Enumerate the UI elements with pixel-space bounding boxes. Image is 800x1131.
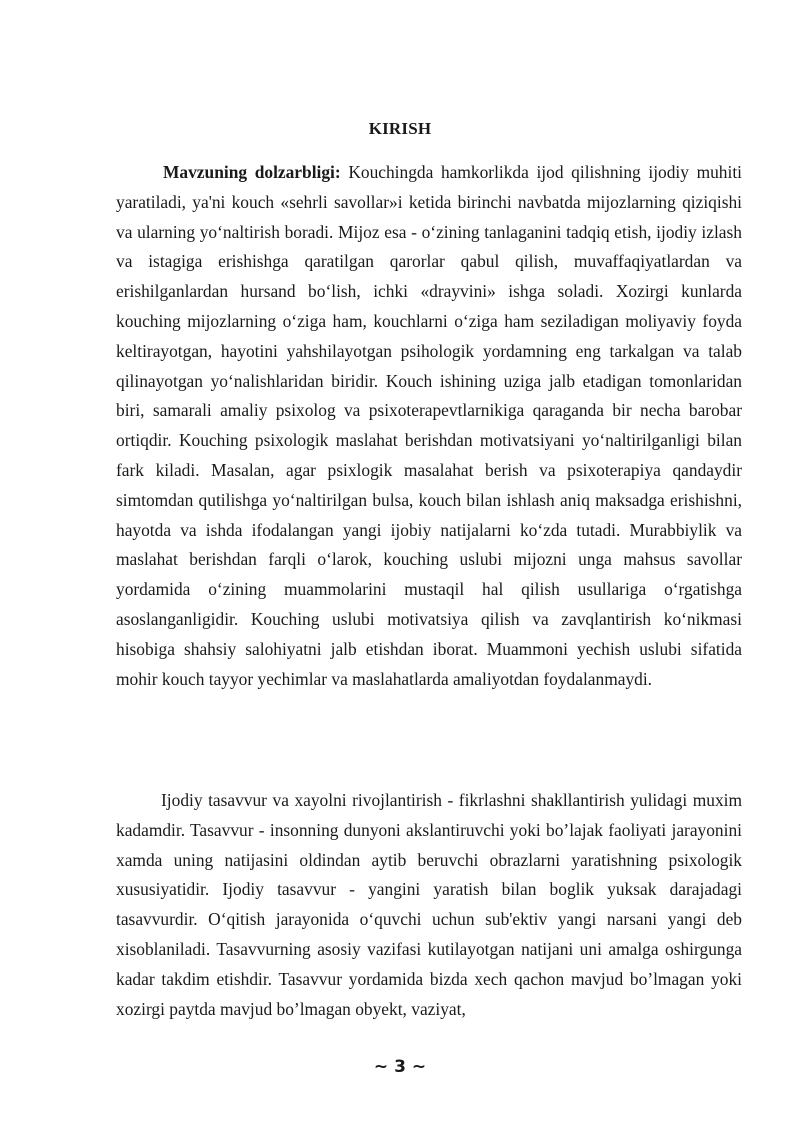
section-heading: KIRISH xyxy=(368,119,432,138)
paragraph-relevance xyxy=(116,158,742,694)
paragraph-body: Kouchingda hamkorlikda ijod qilishning ijodiy muhiti yaratiladi, ya'ni kouch «sehrli savollar»i ketida birinchi navbatda mijozlarning qiziqishi va ularning yo‘naltirish boradi. Mijoz esa - o‘zining tanlaganini tadqiq etish, ijodiy izlash va istagiga erishishga qaratilgan qarorlar qabul qilish, muvaffaqiyatlardan va erishilganlardan hursand bo‘lish, ichki «drayvini» ishga soladi. Xozirgi kunlarda kouching mijozlarning o‘ziga ham, kouchlarni o‘ziga ham seziladigan moliyaviy foyda keltirayotgan, hayotini yahshilayotgan psihologik yordamning eng tarkalgan va talab qilinayotgan yo‘nalishlaridan biridir. Kouch ishining uziga jalb etadigan tomonlaridan biri, samarali amaliy psixolog va psixoterapevtlarnikiga qaraganda bir necha barobar ortiqdir. Kouching psixologik maslahat berishdan motivatsiyani yo‘naltirilganligi bilan fark kiladi. Masalan, agar psixlogik masalahat berish va psixoterapiya qandaydir simtomdan qutilishga yo‘naltirilgan bulsa, kouch bilan ishlash aniq maksadga erishishni, hayotda va ishda ifodalangan yangi ijobiy natijalarni ko‘zda tutadi. Murabbiylik va maslahat berishdan farqli o‘larok, kouching uslubi mijozni unga mahsus savollar yordamida o‘zining muammolarini mustaqil hal qilish usullariga o‘rgatishga asoslanganligidir. Kouching uslubi motivatsiya qilish va zavqlantirish ko‘nikmasi hisobiga shahsiy salohiyatni jalb etishdan iborat. Muammoni yechish uslubi sifatida mohir kouch tayyor yechimlar va maslahatlarda amaliyotdan foydalanmaydi. xyxy=(116,162,742,689)
paragraph-body-2: Ijodiy tasavvur va xayolni rivojlantirish - fikrlashni shakllantirish yulidagi muxim kadamdir. Tasavvur - insonning dunyoni akslantiruvchi yoki bo’lajak faoliyati jarayonini xamda uning natijasini oldindan aytib beruvchi obrazlarni yaratishning psixologik xususiyatidir. Ijodiy tasavvur - yangini yaratish bilan boglik yuksak darajadagi tasavvurdir. O‘qitish jarayonida o‘quvchi uchun sub'ektiv yangi narsani yangi deb xisoblaniladi. Tasavvurning asosiy vazifasi kutilayotgan natijani uni amalga oshirgunga kadar takdim etishdir. Tasavvur yordamida bizda xech qachon mavjud bo’lmagan yoki xozirgi paytda mavjud bo’lmagan obyekt, vaziyat, xyxy=(116,790,742,1019)
page-number: ~ 3 ~ xyxy=(373,1057,427,1077)
paragraph-imagination xyxy=(116,786,742,1024)
paragraph-lead: Mavzuning dolzarbligi: xyxy=(163,162,341,182)
